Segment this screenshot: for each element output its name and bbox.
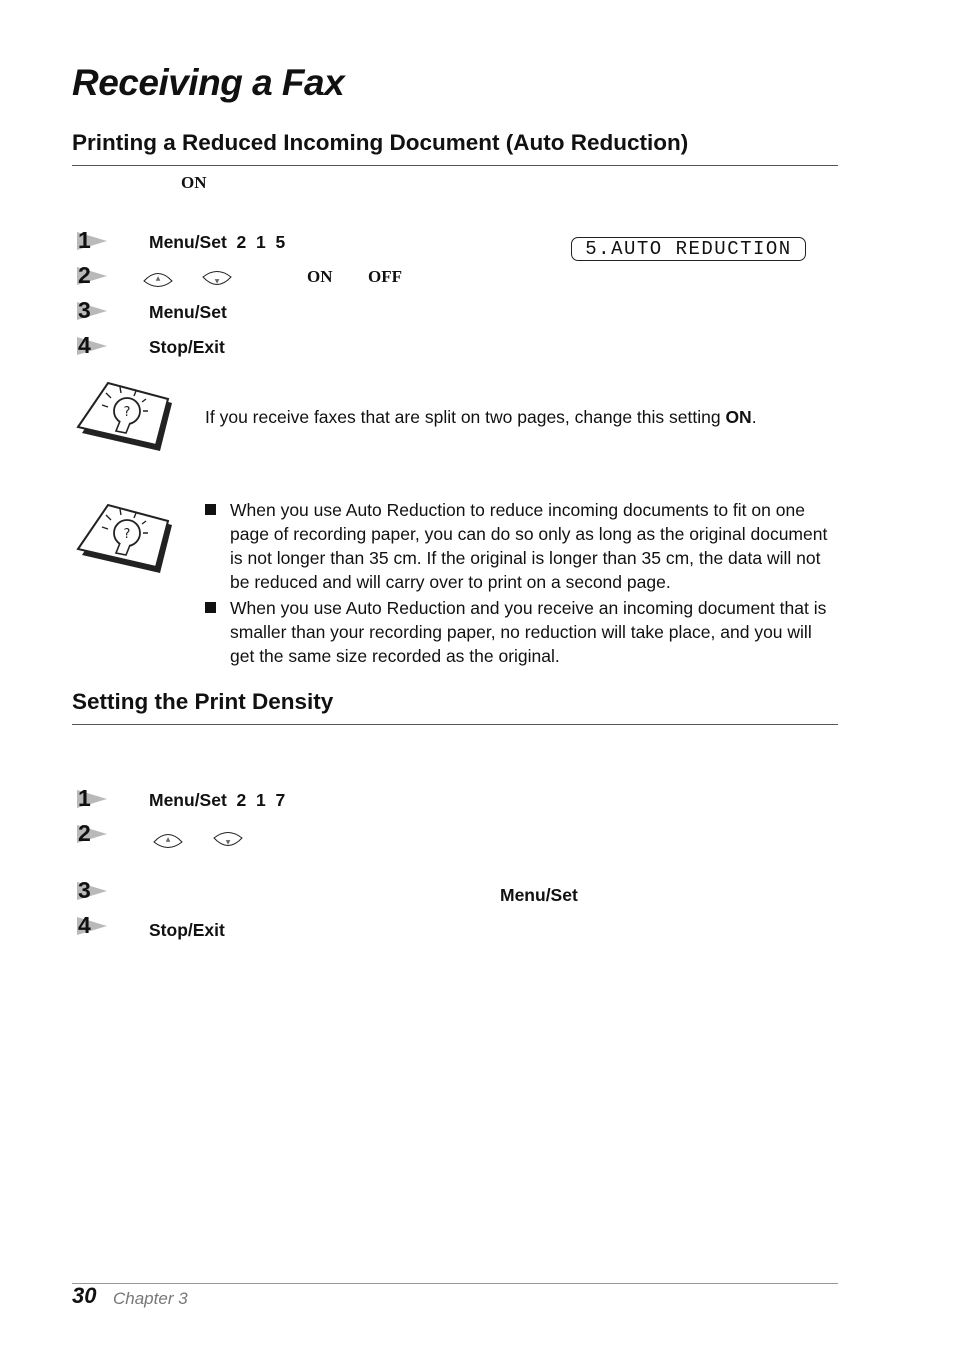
key-menu-set: Menu/Set [149, 790, 227, 810]
step-number-1: 1 [73, 788, 109, 812]
section-heading-auto-reduction: Printing a Reduced Incoming Document (Auto Reduction) [72, 130, 689, 155]
option-on: ON [307, 267, 333, 286]
key-7: 7 [275, 790, 286, 810]
footer-divider [72, 1283, 838, 1284]
up-arrow-key-icon [152, 829, 184, 851]
chapter-label: Chapter 3 [113, 1289, 188, 1308]
step-number-4: 4 [73, 915, 109, 939]
svg-text:?: ? [123, 405, 131, 420]
lightbulb-note-icon [76, 503, 176, 580]
section-divider [72, 724, 838, 725]
down-arrow-key-icon [201, 268, 233, 290]
step-number-1: 1 [73, 230, 109, 254]
step-4-key-stop-exit: Stop/Exit [149, 337, 225, 357]
lcd-display: 5.AUTO REDUCTION [571, 237, 806, 261]
svg-text:?: ? [123, 527, 131, 542]
step-number-2: 2 [73, 823, 109, 847]
step-number-3: 3 [73, 880, 109, 904]
key-menu-set: Menu/Set [149, 232, 227, 252]
up-arrow-key-icon [142, 268, 174, 290]
key-2: 2 [236, 790, 247, 810]
key-1: 1 [256, 790, 266, 810]
svg-text:▲: ▲ [155, 275, 161, 282]
key-2: 2 [236, 232, 247, 252]
intro-on-text: ON [181, 173, 207, 192]
key-1: 1 [256, 232, 266, 252]
step-number-3: 3 [73, 300, 109, 324]
step-number-2: 2 [73, 265, 109, 289]
step-1-keys [149, 232, 285, 253]
svg-text:▲: ▲ [165, 836, 171, 843]
key-5: 5 [275, 232, 286, 252]
list-item: When you use Auto Reduction and you receive an incoming document that is smaller than your recording paper, no reduction will take place, and you will get the same size recorded as the original. [205, 596, 835, 668]
page-title: Receiving a Fax [72, 62, 345, 103]
svg-text:▼: ▼ [214, 278, 220, 285]
lightbulb-note-icon [76, 381, 176, 458]
tip-text: If you receive faxes that are split on two pages, change this setting ON. [205, 407, 757, 427]
step-1-keys [149, 790, 285, 811]
list-item: When you use Auto Reduction to reduce incoming documents to fit on one page of recording paper, you can do so only as long as the original document is not longer than 35 cm. If the original is longer than 35 cm, the data will not be reduced and will carry over to print on a second page. [205, 498, 835, 594]
page-number: 30 [72, 1283, 97, 1308]
step-number-4: 4 [73, 335, 109, 359]
notes-list [205, 498, 835, 670]
option-off: OFF [368, 267, 402, 286]
bullet-square-icon [205, 504, 216, 515]
section-divider [72, 165, 838, 166]
svg-text:▼: ▼ [225, 839, 231, 846]
step-4-key-stop-exit: Stop/Exit [149, 920, 225, 940]
bullet-square-icon [205, 602, 216, 613]
step-3-key-menu-set: Menu/Set [149, 302, 227, 322]
step-3-key-menu-set: Menu/Set [500, 885, 578, 905]
down-arrow-key-icon [212, 829, 244, 851]
section-heading-print-density: Setting the Print Density [72, 689, 334, 714]
